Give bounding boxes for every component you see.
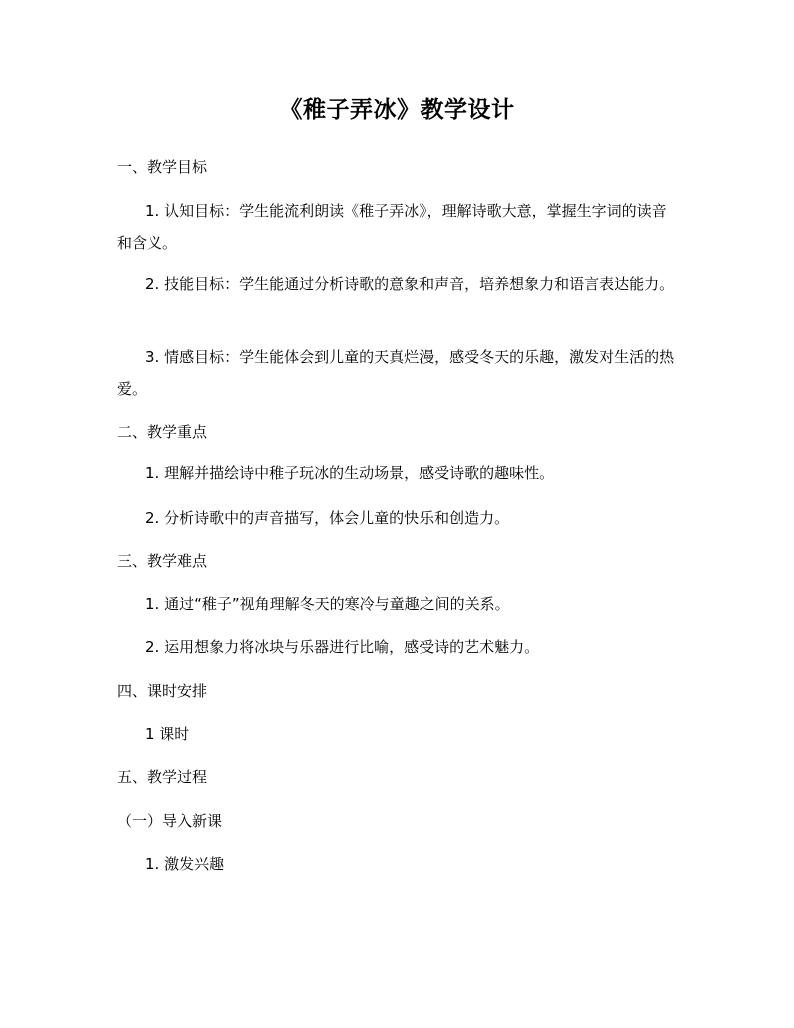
process-item-1: 1. 激发兴趣 <box>145 855 225 873</box>
section-heading-goals: 一、教学目标 <box>117 158 208 176</box>
goal-item-skill-text: 2. 技能目标：学生能通过分析诗歌的意象和声音，培养想象力和语言表达能力。 <box>145 275 675 293</box>
key-point-item-1: 1. 理解并描绘诗中稚子玩冰的生动场景，感受诗歌的趣味性。 <box>145 464 555 482</box>
section-heading-difficulties: 三、教学难点 <box>117 552 208 570</box>
section-heading-process: 五、教学过程 <box>117 768 208 786</box>
goal-item-cognitive <box>117 195 677 259</box>
section-heading-schedule: 四、课时安排 <box>117 682 208 700</box>
difficulty-item-2: 2. 运用想象力将冰块与乐器进行比喻，感受诗的艺术魅力。 <box>145 638 540 656</box>
document-title: 《稚子弄冰》教学设计 <box>279 97 515 123</box>
process-subheading-intro: （一）导入新课 <box>117 812 223 830</box>
key-point-item-2: 2. 分析诗歌中的声音描写，体会儿童的快乐和创造力。 <box>145 509 510 527</box>
goal-item-emotion <box>117 341 677 405</box>
section-heading-key-points: 二、教学重点 <box>117 423 208 441</box>
goal-item-cognitive-text: 1. 认知目标：学生能流利朗读《稚子弄冰》，理解诗歌大意，掌握生字词的读音和含义。 <box>117 202 667 252</box>
difficulty-item-1: 1. 通过“稚子”视角理解冬天的寒冷与童趣之间的关系。 <box>145 595 510 613</box>
goal-item-skill <box>117 268 677 300</box>
schedule-value: 1 课时 <box>145 725 190 743</box>
goal-item-emotion-text: 3. 情感目标：学生能体会到儿童的天真烂漫，感受冬天的乐趣，激发对生活的热爱。 <box>117 348 675 398</box>
